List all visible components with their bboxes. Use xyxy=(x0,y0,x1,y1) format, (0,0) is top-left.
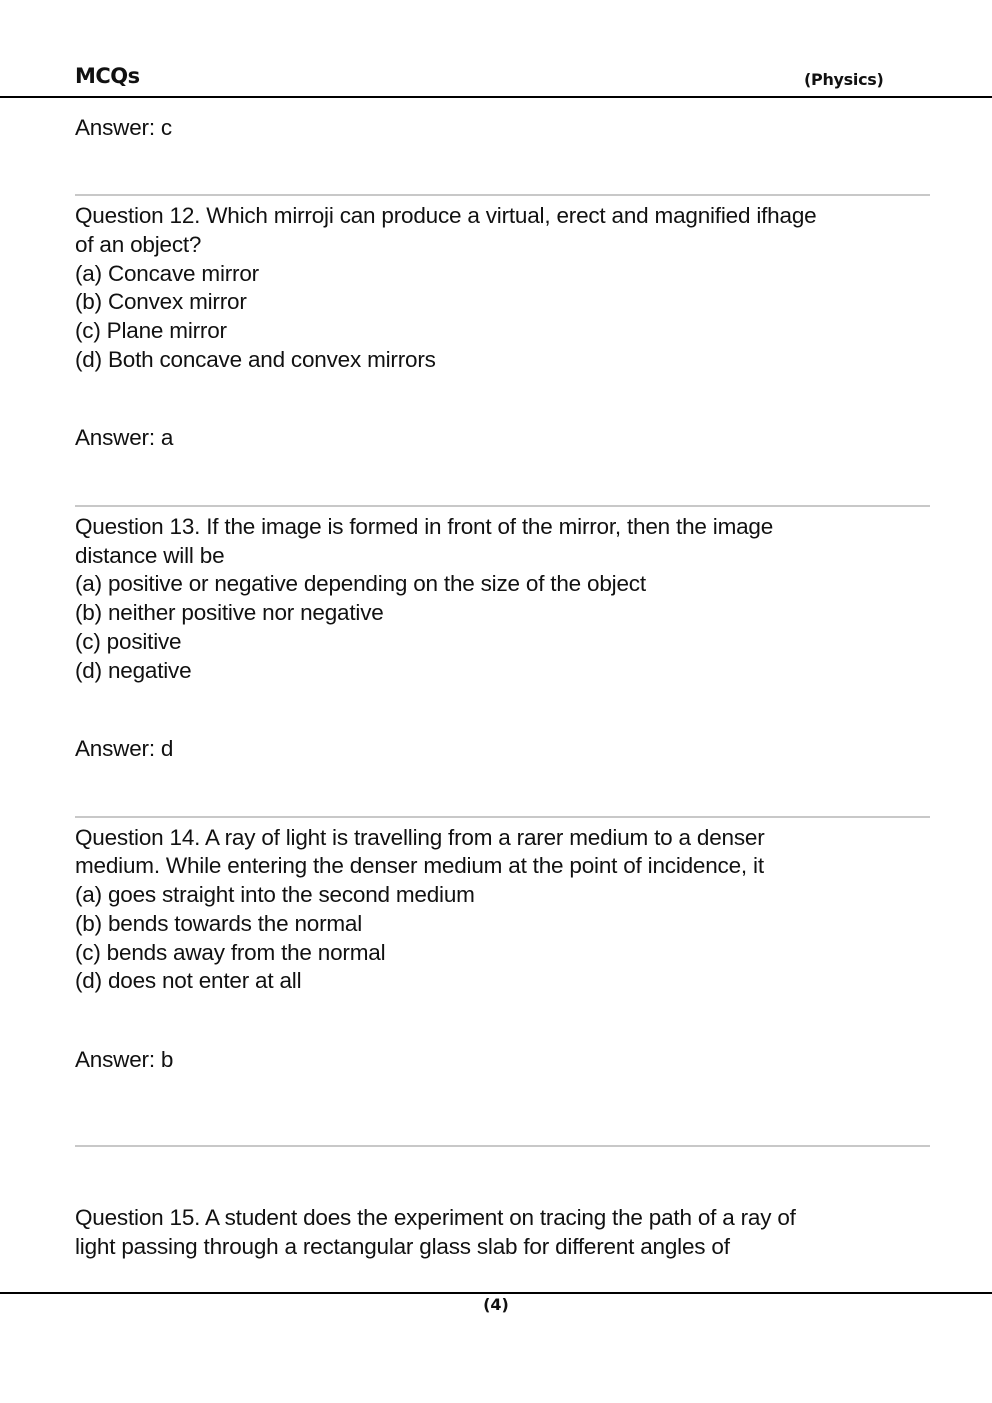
option-d: (d) does not enter at all xyxy=(75,968,302,993)
question-text: distance will be xyxy=(75,543,225,568)
separator xyxy=(75,505,930,507)
question-text: Question 13. If the image is formed in front of the mirror, then the image xyxy=(75,514,774,539)
question-text: light passing through a rectangular glass slab for different angles of xyxy=(75,1234,730,1259)
answer: Answer: b xyxy=(75,1047,174,1072)
option-c: (c) positive xyxy=(75,629,182,654)
option-b: (b) Convex mirror xyxy=(75,289,247,314)
header-rule xyxy=(0,96,992,98)
separator xyxy=(75,1145,930,1147)
option-c: (c) bends away from the normal xyxy=(75,940,386,965)
option-a: (a) goes straight into the second medium xyxy=(75,882,475,907)
question-text: Question 12. Which mirroji can produce a virtual, erect and magnified ifhage xyxy=(75,203,817,228)
option-d: (d) Both concave and convex mirrors xyxy=(75,347,436,372)
option-a: (a) Concave mirror xyxy=(75,261,259,286)
option-d: (d) negative xyxy=(75,658,192,683)
header-title: MCQs xyxy=(75,64,140,88)
question-text: Question 14. A ray of light is travelling from a rarer medium to a denser xyxy=(75,825,765,850)
option-a: (a) positive or negative depending on the size of the object xyxy=(75,571,646,596)
option-b: (b) neither positive nor negative xyxy=(75,600,384,625)
previous-answer: Answer: c xyxy=(75,115,172,140)
answer: Answer: d xyxy=(75,736,174,761)
separator xyxy=(75,816,930,818)
question-text: of an object? xyxy=(75,232,202,257)
footer-rule xyxy=(0,1292,992,1294)
header-subject: (Physics) xyxy=(804,70,884,89)
answer: Answer: a xyxy=(75,425,174,450)
question-text: medium. While entering the denser medium at the point of incidence, it xyxy=(75,853,764,878)
separator xyxy=(75,194,930,196)
option-c: (c) Plane mirror xyxy=(75,318,227,343)
question-text: Question 15. A student does the experiment on tracing the path of a ray of xyxy=(75,1205,796,1230)
page-number: (4) xyxy=(483,1295,509,1314)
option-b: (b) bends towards the normal xyxy=(75,911,363,936)
